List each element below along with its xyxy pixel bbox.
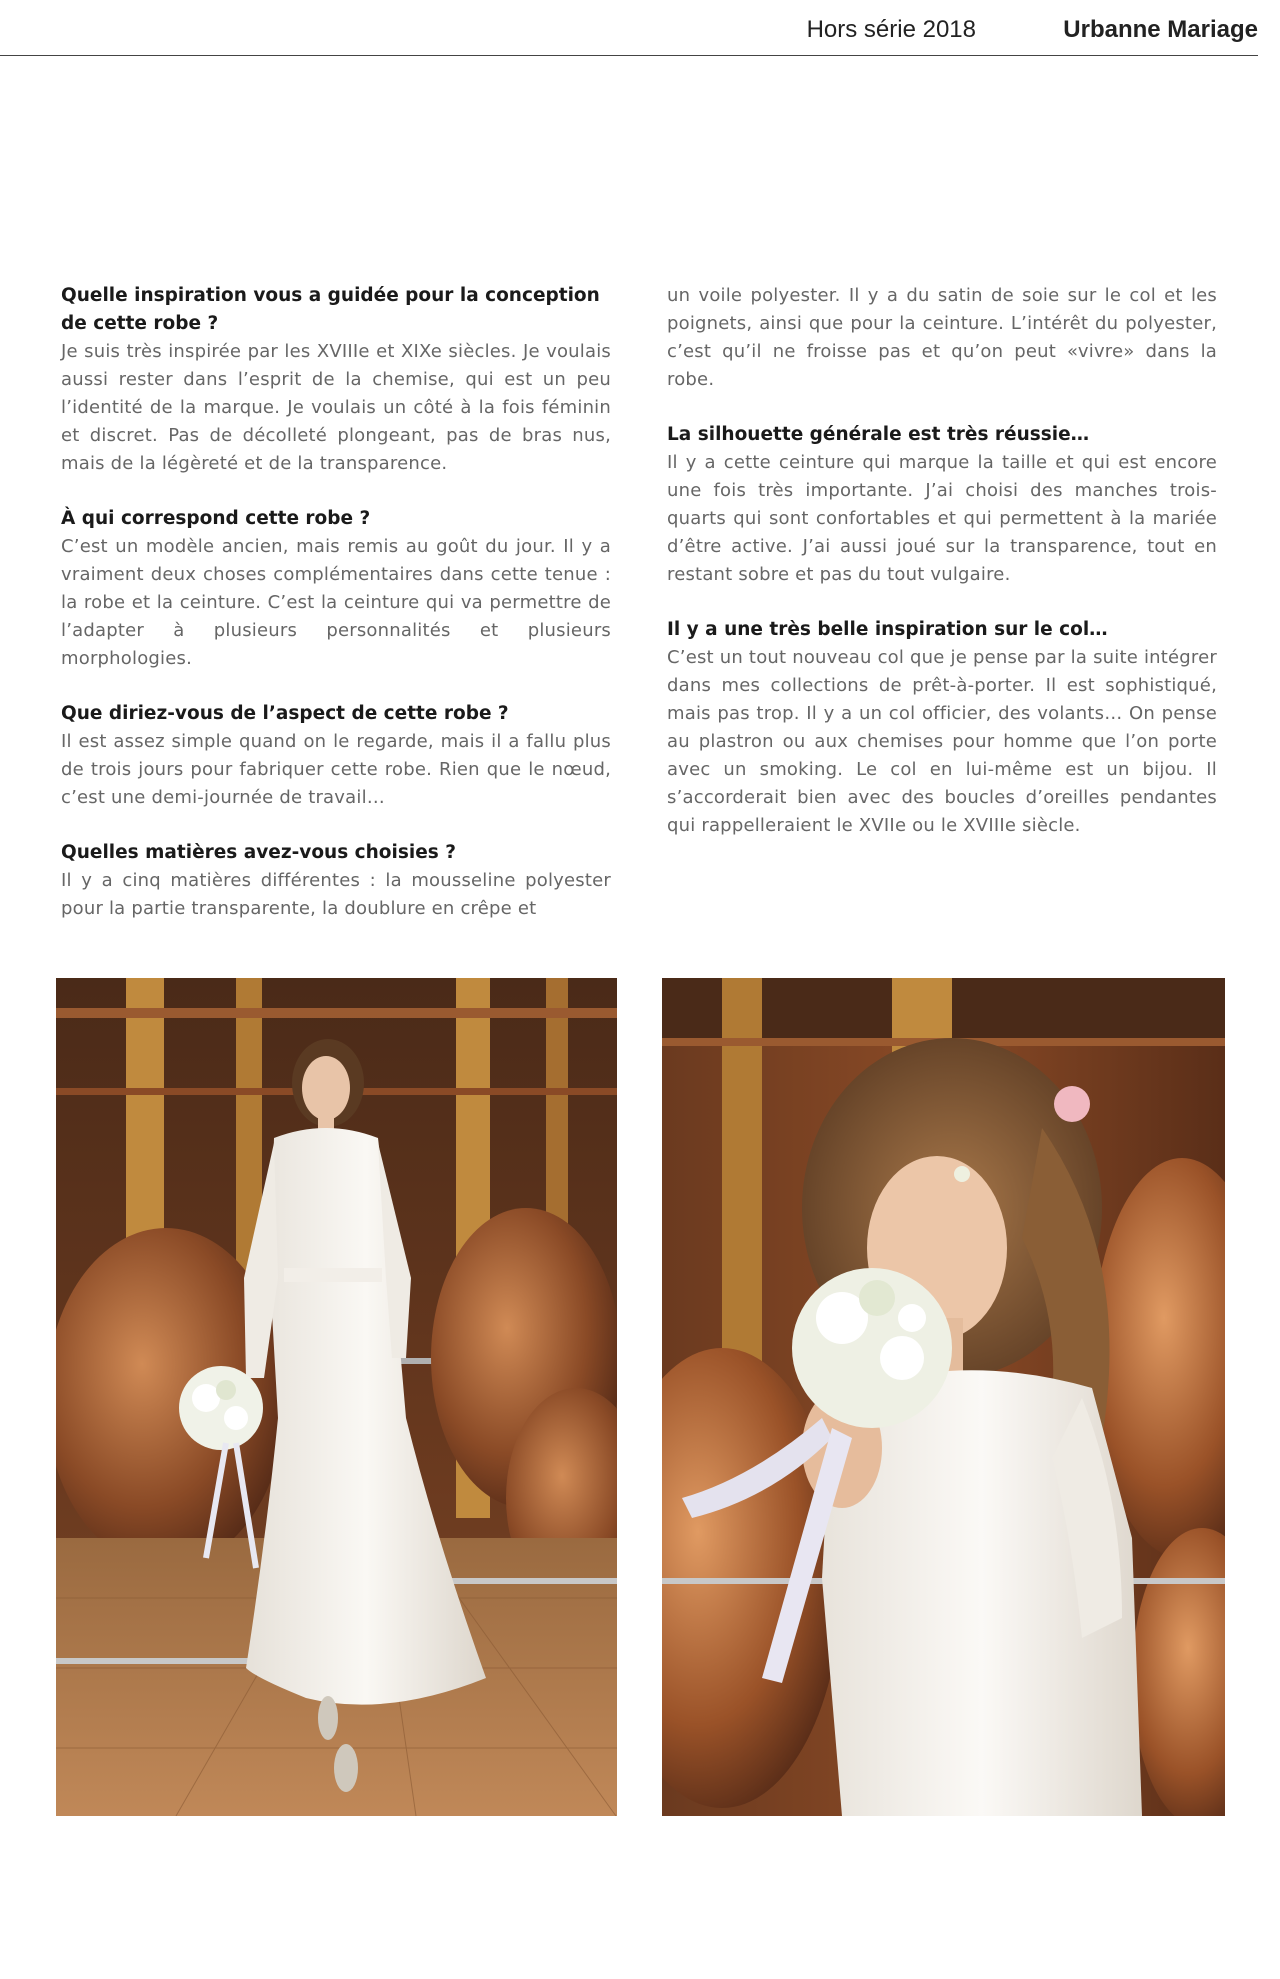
interview-question: La silhouette générale est très réussie… [667, 424, 1090, 445]
qa-block [61, 700, 611, 812]
interview-answer: C’est un modèle ancien, mais remis au goût du jour. Il y a vraiment deux choses complémentaires dans cette tenue : la robe et la ceinture. C’est la ceinture qui va permettre de l’adapter à plusieurs personnalités et plusieurs morphologies. [61, 536, 611, 669]
qa-continuation [667, 282, 1217, 394]
interview-answer: Je suis très inspirée par les XVIIIe et XIXe siècles. Je voulais aussi rester dans l’esprit de la chemise, qui est un peu l’identité de la marque. Je voulais un côté à la fois féminin et discret. Pas de décolleté plongeant, pas de bras nus, mais de la légèreté et de la transparence. [61, 341, 611, 474]
interview-question: Il y a une très belle inspiration sur le col… [667, 619, 1108, 640]
magazine-name: Urbanne Mariage [1063, 16, 1258, 43]
interview-question: Quelle inspiration vous a guidée pour la conception de cette robe ? [61, 285, 600, 334]
qa-block [61, 282, 611, 478]
interview-answer: Il est assez simple quand on le regarde, mais il a fallu plus de trois jours pour fabriquer cette robe. Rien que le nœud, c’est une demi-journée de travail… [61, 731, 611, 808]
article-column-right [667, 282, 1217, 867]
interview-answer: Il y a cinq matières différentes : la mousseline polyester pour la partie transparente, la doublure en crêpe et [61, 870, 611, 919]
issue-label: Hors série 2018 [806, 16, 976, 43]
bride-closeup-photo [662, 978, 1225, 1816]
interview-question: Que diriez-vous de l’aspect de cette robe ? [61, 703, 509, 724]
interview-answer: C’est un tout nouveau col que je pense par la suite intégrer dans mes collections de prêt-à-porter. Il est sophistiqué, mais pas trop. Il y a un col officier, des volants… On pense au plastron ou aux chemises pour homme que l’on porte avec un smoking. Le col en lui-même est un bijou. Il s’accorderait bien avec des boucles d’oreilles pendantes qui rappelleraient le XVIIe ou le XVIIIe siècle. [667, 647, 1217, 836]
article-column-left [61, 282, 611, 950]
interview-answer: Il y a cette ceinture qui marque la taille et qui est encore une fois très importante. J’ai choisi des manches trois-quarts qui sont confortables et qui permettent à la mariée d’être active. J’ai aussi joué sur la transparence, tout en restant sobre et pas du tout vulgaire. [667, 452, 1217, 585]
qa-block [667, 616, 1217, 840]
bride-full-length-photo [56, 978, 617, 1816]
interview-question: À qui correspond cette robe ? [61, 508, 371, 529]
qa-block [667, 421, 1217, 589]
qa-block [61, 839, 611, 923]
interview-question: Quelles matières avez-vous choisies ? [61, 842, 456, 863]
interview-answer: un voile polyester. Il y a du satin de soie sur le col et les poignets, ainsi que pour la ceinture. L’intérêt du polyester, c’est qu’il ne froisse pas et qu’on peut «vivre» dans la robe. [667, 285, 1217, 390]
qa-block [61, 505, 611, 673]
page-header [0, 0, 1258, 56]
